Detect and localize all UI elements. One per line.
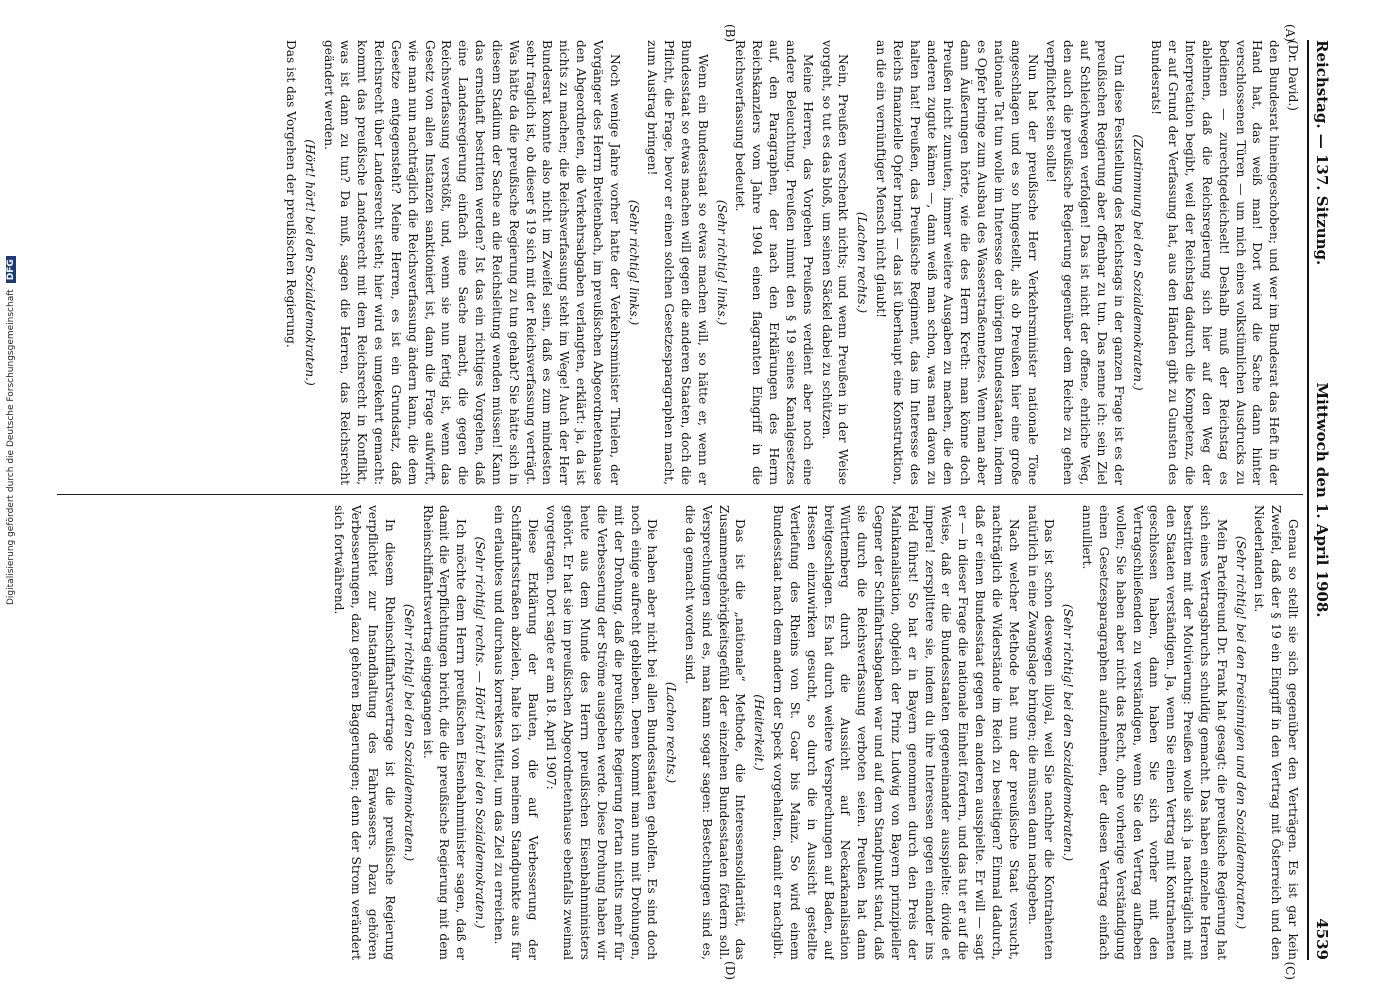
paragraph: Das ist schon deswegen illoyal, weil Sie nachher die Kontrahenten natürlich in eine Zwangslage bringen; die müssen dann nachgeben. (1025, 505, 1056, 960)
paragraph: Das ist die „nationale“ Methode, die Interessensolidarität, das Zusammengehörigkeitsgefühl der einzelnen Bundesstaaten fördern soll. Versprechungen sind es, man kann sogar sagen: Bestechungen sind es, die da gemacht worden sind. (682, 505, 747, 960)
interjection: (Sehr richtig! bei den Sozialdemokraten.) (1060, 603, 1075, 862)
paragraph: Noch wenige Jahre vorher hatte der Verkehrsminister Thielen, der Vorgänger des Herrn Breitenbach, im preußischen Abgeordnetenhause den Abgeordneten, die Verkehrsabgaben verlangten, erklärt: ja, da ist nichts zu machen; die Reichsverfassung steht im Wege! Auch der Herr Bundesrat konnte also nicht im Zweifel sein, daß es zum mindesten sehr fraglich ist, ob dieser § 19 sich mit der Reichsverfassung verträgt. Was hätte da die preußische Regierung zu tun gehabt? Sie hätte sich in diesem Stadium der Sache an die Reichsleitung wenden müssen! Kann das ernsthaft bestritten werden? Ist das ein richtiges Vorgehen, daß eine Landesregierung einfach eine Sache macht, die gegen die Reichsverfassung verstößt, und, wenn sie nun fertig ist, wenn das Gesetz von allen Instanzen sanktioniert ist, dann die Frage aufwirft, wie man nun nachträglich die Reichsverfassung ändern kann, die dem Gesetze entgegensteht? Meine Herren, es ist ein Grundsatz, daß Reichsrecht über Landesrecht steht; hier wird es umgekehrt gemacht: kommt das preußische Landesrecht mit dem Reichsrecht in Konflikt, was ist dann zu tun? Da muß, sagen die Herren, das Reichsrecht geändert werden. (321, 40, 622, 485)
margin-marker-a: (A) (1282, 24, 1297, 43)
paragraph: In diesem Rheinschiffahrtsvertrage ist die preußische Regierung verpflichtet zur Instandhaltung des Fahrwassers. Dazu gehören Verbesserungen, dazu gehören Baggerungen; denn der Strom verändert sich fortwährend. (331, 505, 397, 960)
rotated-page-content (47, 20, 1337, 980)
interjection: (Sehr richtig! rechts. — Hört! hört! bei den Sozialdemokraten.) (472, 536, 487, 929)
margin-marker-c: (C) (1282, 961, 1297, 980)
running-header (1307, 40, 1331, 960)
paragraph: Wenn ein Bundesstaat so etwas machen will, so hätte er, wenn er Bundesstaat so etwas machen will gegen die anderen Staaten, doch die Pflicht, die Frage, bevor er einen solchen Gesetzesparagraphen macht, zum Austrag bringen! (644, 40, 710, 485)
interjection: (Sehr richtig! links.) (714, 199, 729, 326)
paragraph: Mein Parteifreund Dr. Frank hat gesagt: die preußische Regierung hat sich eines Vertragsbruchs schuldig gemacht. Das haben einzelne Herren bestritten mit der Motivierung: Preußen wolle sich ja nachträglich mit den Staaten verständigen. Ja, wenn Sie einen Vertrag mit Kontrahenten geschlossen haben, dann haben Sie sich vorher mit den Vertragschließenden zu verständigen, wenn Sie den Vertrag aufheben wollen; Sie haben aber nicht das Recht, ohne vorherige Verständigung einen Gesetzesparagraphen aufzunehmen, der diesen Vertrag einfach annulliert. (1079, 505, 1229, 960)
column-divider (57, 494, 1303, 495)
paragraph: Nun hat der preußische Herr Verkehrsminister nationale Töne angeschlagen und es so hingestellt, als ob Preußen hier eine große nationale Tat tun wolle im Interesse der übrigen Bundesstaaten, indem es Opfer bringe zum Ausbau des Wasserstraßennetzes. Wenn man aber dann Äußerungen hörte, wie die des Herrn Kreth: man könne doch Preußen nicht zumuten, immer weitere Ausgaben zu machen, die den anderen zugute kämen —, dann weiß man schon, was man davon zu halten hat! Preußen, das Preußische Regiment, das im Interesse des Reichs finanzielle Opfer bringt — das ist überhaupt eine Konstruktion, an die ein vernünftiger Mensch nicht glaubt! (873, 40, 1040, 485)
paragraph: Genau so stellt sie sich gegenüber den Verträgen. Es ist gar kein Zweifel, daß der § 19 ein Eingriff in den Vertrag mit Österreich und den Niederlanden ist. (1251, 505, 1300, 960)
right-column (57, 505, 1301, 960)
paragraph: Das ist das Vorgehen der preußischen Regierung. (283, 40, 298, 348)
header-date: Mittwoch den 1. April 1908. (1312, 382, 1331, 618)
paragraph: den Bundesrat hineingeschoben; und wer im Bundesrat das Heft in der Hand hat, das weiß man! Dort wird die Sache dann hinter verschlossenen Türen — um mich eines volkstümlichen Ausdrucks zu bedienen — zurechtgedeichselt! Deshalb muß der Reichstag es ablehnen, daß die Reichsregierung sich hier auf den Weg der Interpretation begibt, weil der Reichstag dadurch die Kompetenz, die er auf Grund der Verfassung hat, aus den Händen gibt zu Gunsten des Bundesrats! (1148, 40, 1281, 485)
paragraph: Nein, Preußen verschenkt nichts; und wenn Preußen in der Weise vorgeht, so tut es das bloß, um seinen Säckel dabei zu schützen. (819, 40, 850, 485)
paragraph: (Dr. David.) (1285, 40, 1300, 112)
interjection: (Sehr richtig! bei den Sozialdemokraten.) (401, 603, 416, 862)
paragraph: Nach welcher Methode hat nun der preußische Staat versucht, nachträglich die Widerstände im Reich zu beseitigen? Einmal dadurch, daß er einen Bundesstaat gegen den anderen ausspielte. Er will — sagt er — in dieser Frage die nationale Einheit fördern, und das tut er auf die Weise, daß er die Bundesstaaten gegeneinander ausspielte: divide et impera! zersplittere sie, indem du ihre Interessen gegen einander ins Feld führst! So hat er in Bayern genommen durch den Preis der Mainkanalisation, obgleich der Prinz Ludwig von Bayern prinzipieller Gegner der Schiffahrtsabgaben war und auf dem Standpunkt stand, daß sie durch die Reichsverfassung verboten seien. Preußen hat dann Württemberg durch die Aussicht auf Neckarkanalisation breitgeschlagen. Es hat durch weitere Versprechungen auf Baden, auf Hessen einzuwirken gesucht, so durch die in Aussicht gestellte Vertiefung des Rheins von St. Goar bis Mainz. So wird einem Bundesstaat nach dem andern der Speck vorgehalten, damit er nachgibt. (770, 505, 1021, 960)
footer-text: Digitalisierung gefördert durch die Deutsche Forschungsgemeinschaft (6, 289, 16, 605)
interjection: (Zustimmung bei den Sozialdemokraten.) (1130, 134, 1145, 391)
interjection: (Sehr richtig! bei den Freisinnigen und den Sozialdemokraten.) (1233, 535, 1248, 930)
interjection: (Lachen rechts.) (663, 681, 678, 784)
paragraph: Die haben aber nicht bei allen Bundesstaaten geholfen. Es sind doch noch einige aufrecht geblieben. Denen kommt man nun mit Drohungen, mit der Drohung, daß die preußische Regierung fortan nichts mehr für die Verbesserung der Ströme ausgeben werde. Diese Drohung haben wir heute aus dem Munde des Herrn preußischen Eisenbahnministers gehört. Er hat sie im preußischen Abgeordnetenhause ebenfalls zweimal vorgetragen. Dort sagte er am 18. April 1907: (543, 505, 659, 960)
interjection: (Sehr richtig! links.) (626, 199, 641, 326)
page-number: 4539 (1312, 918, 1331, 960)
paragraph: Um diese Feststellung des Reichstags in der ganzen Frage ist es der preußischen Regierung aber offenbar zu tun. Das nenne ich: sein Ziel auf Schleichwegen verfolgen! Das ist nicht der offene, ehrliche Weg, den auch die preußische Regierung gegenüber dem Reiche zu gehen verpflichtet sein sollte! (1043, 40, 1126, 485)
margin-marker-b: (B) (722, 24, 737, 43)
margin-marker-d: (D) (722, 961, 737, 980)
paragraph: Diese Erklärung der Bauten, die auf Verbesserung der Schiffahrtsstraßen abzielen, halte ich von meinem Standpunkte aus für ein erlaubtes und durchaus korrektes Mittel, um das Ziel zu erreichen. (491, 505, 540, 960)
footer-credit (6, 256, 16, 605)
paragraph: Ich möchte dem Herrn preußischen Eisenbahnminister sagen, daß er damit die Verpflichtungen bricht, die die preußische Regierung mit dem Rheinschiffahrtsvertrag eingegangen ist. (420, 505, 468, 960)
dfg-logo: DFG (6, 256, 16, 283)
left-column (57, 40, 1301, 485)
interjection: (Hört! hört! bei den Sozialdemokraten.) (302, 139, 317, 386)
header-left: Reichstag. — 137. Sitzung. (1312, 40, 1331, 266)
interjection: (Lachen rechts.) (854, 211, 869, 314)
interjection: (Heiterkeit.) (751, 694, 766, 771)
paragraph: Meine Herren, das Vorgehen Preußens verdient aber noch eine andere Beleuchtung. Preußen nimmt den § 19 seines Kanalgesetzes auf, den Paragraphen, der nach den Erklärungen des Herrn Reichskanzlers vom Jahre 1904 einen flagranten Eingriff in die Reichsverfassung bedeutet. (733, 40, 815, 485)
